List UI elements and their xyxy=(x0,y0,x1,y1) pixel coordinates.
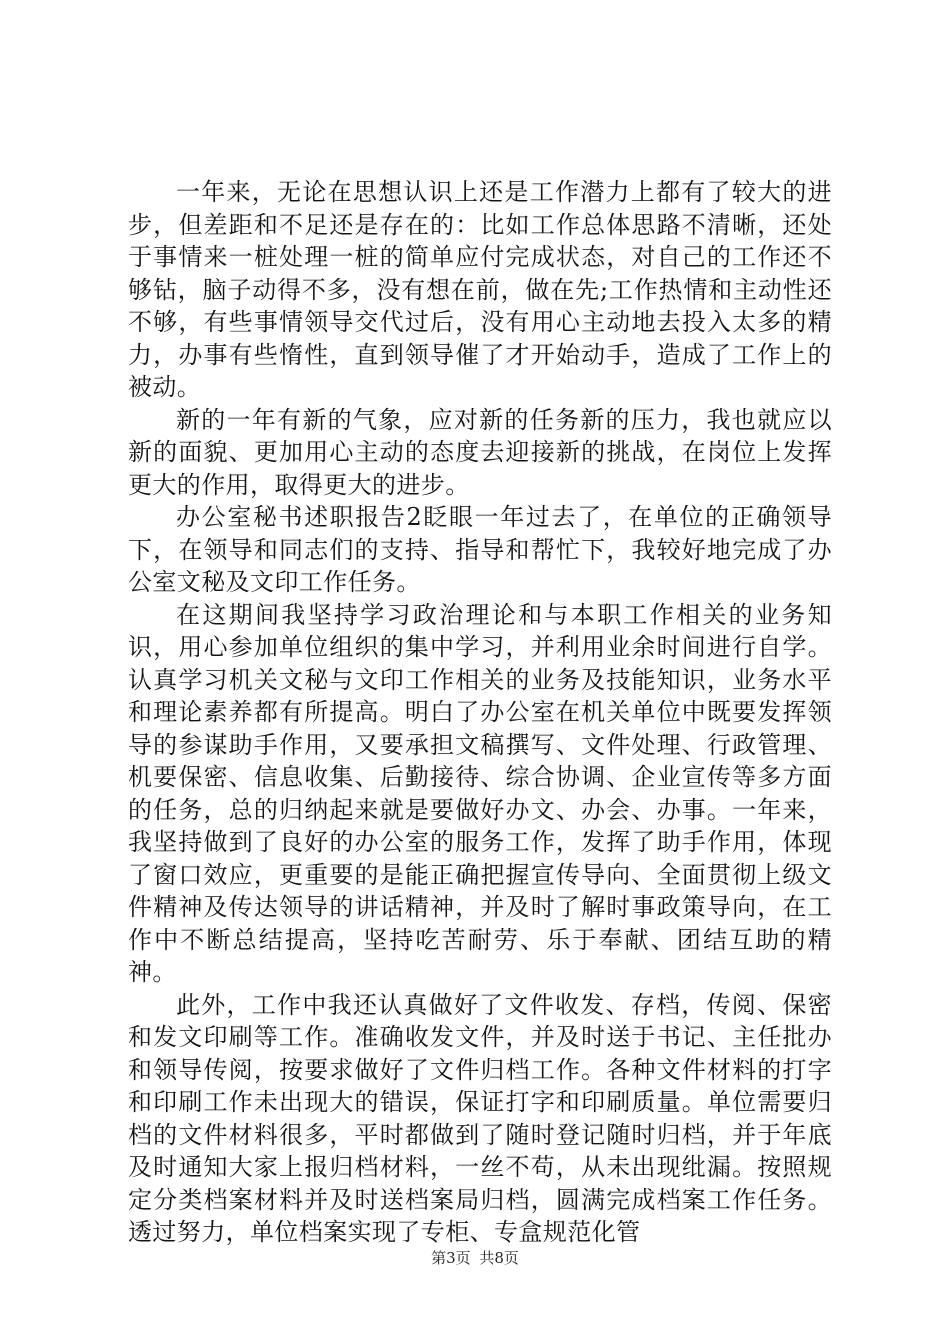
page-total: 共8页 xyxy=(479,1249,519,1267)
document-body xyxy=(128,176,832,1249)
page-number: 第3页 xyxy=(431,1249,471,1267)
paragraph-3: 办公室秘书述职报告2眨眼一年过去了，在单位的正确领导下，在领导和同志们的支持、指导和帮忙下，我较好地完成了办公室文秘及文印工作任务。 xyxy=(128,503,832,596)
page-footer xyxy=(0,1247,950,1268)
paragraph-5: 此外，工作中我还认真做好了文件收发、存档，传阅、保密和发文印刷等工作。准确收发文件，并及时送于书记、主任批办和领导传阅，按要求做好了文件归档工作。各种文件材料的打字和印刷工作未出现大的错误，保证打字和印刷质量。单位需要归档的文件材料很多，平时都做到了随时登记随时归档，并于年底及时通知大家上报归档材料，一丝不苟，从未出现纰漏。按照规定分类档案材料并及时送档案局归档，圆满完成档案工作任务。透过努力，单位档案实现了专柜、专盒规范化管 xyxy=(128,990,832,1246)
paragraph-1: 一年来，无论在思想认识上还是工作潜力上都有了较大的进步，但差距和不足还是存在的：比如工作总体思路不清晰，还处于事情来一桩处理一桩的简单应付完成状态，对自己的工作还不够钻，脑子动得不多，没有想在前，做在先;工作热情和主动性还不够，有些事情领导交代过后，没有用心主动地去投入太多的精力，办事有些惰性，直到领导催了才开始动手，造成了工作上的被动。 xyxy=(128,178,832,401)
paragraph-4: 在这期间我坚持学习政治理论和与本职工作相关的业务知识，用心参加单位组织的集中学习，并利用业余时间进行自学。认真学习机关文秘与文印工作相关的业务及技能知识，业务水平和理论素养都有所提高。明白了办公室在机关单位中既要发挥领导的参谋助手作用，又要承担文稿撰写、文件处理、行政管理、机要保密、信息收集、后勤接待、综合协调、企业宣传等多方面的任务，总的归纳起来就是要做好办文、办会、办事。一年来，我坚持做到了良好的办公室的服务工作，发挥了助手作用，体现了窗口效应，更重要的是能正确把握宣传导向、全面贯彻上级文件精神及传达领导的讲话精神，并及时了解时事政策导向，在工作中不断总结提高，坚持吃苦耐劳、乐于奉献、团结互助的精神。 xyxy=(128,600,832,986)
paragraph-2: 新的一年有新的气象，应对新的任务新的压力，我也就应以新的面貌、更加用心主动的态度去迎接新的挑战，在岗位上发挥更大的作用，取得更大的进步。 xyxy=(128,405,832,499)
